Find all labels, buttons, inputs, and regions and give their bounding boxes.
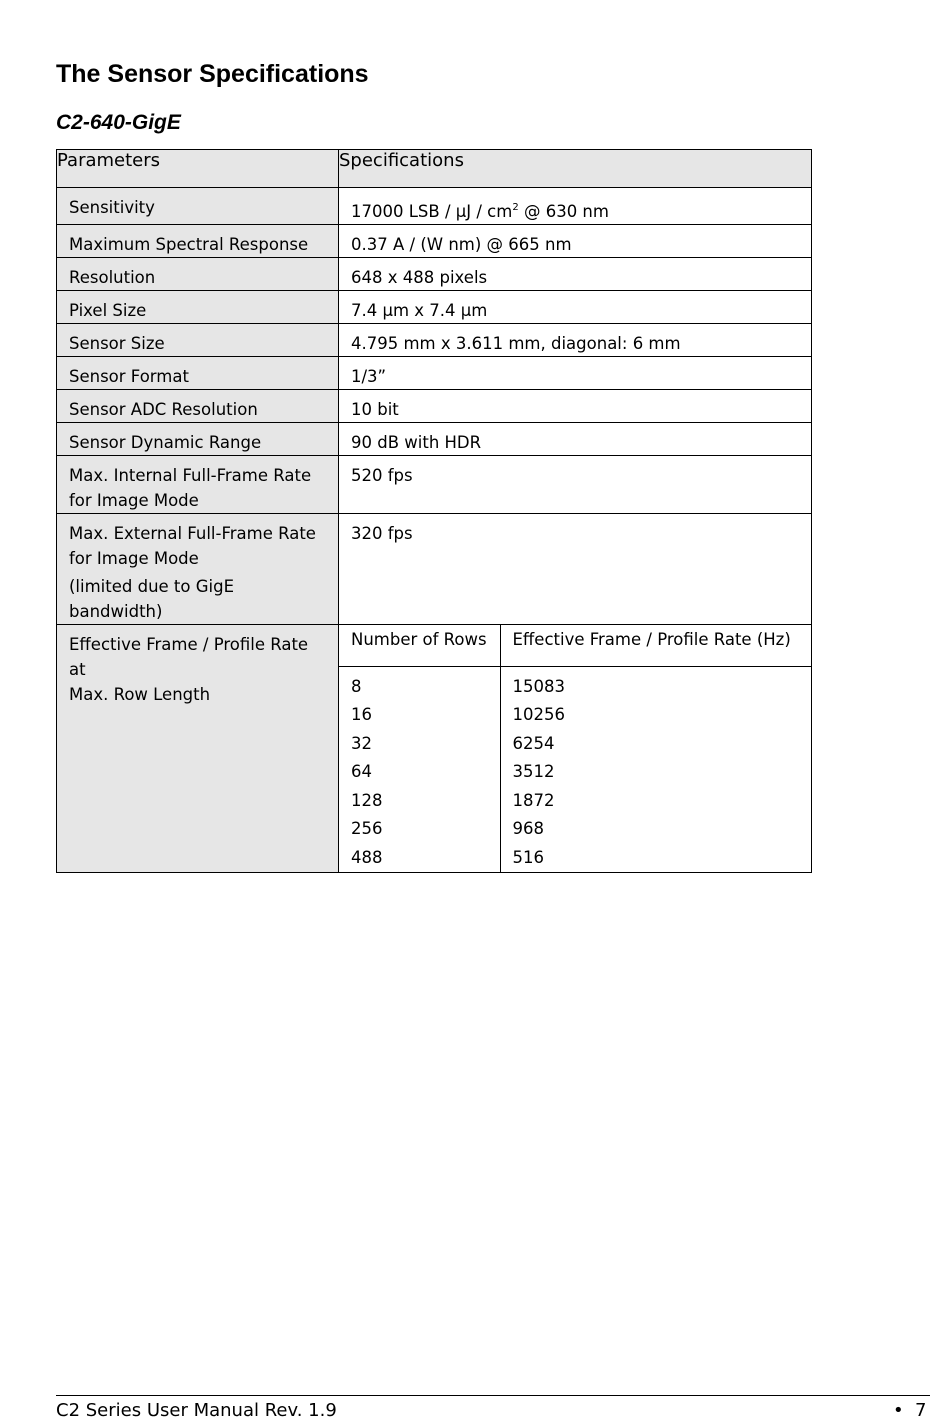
value-cell: 520 fps (339, 456, 812, 514)
rows-values-list: 8 16 32 64 128 256 488 (339, 666, 500, 872)
table-header-row (57, 150, 812, 188)
page-title: The Sensor Specifications (56, 60, 369, 88)
param-cell: Sensor ADC Resolution (57, 390, 339, 423)
footer-bullet: • (893, 1400, 904, 1421)
param-cell: Sensor Dynamic Range (57, 423, 339, 456)
value-cell: 10 bit (339, 390, 812, 423)
footer-divider (56, 1395, 930, 1396)
param-cell: Max. Internal Full-Frame Rate for Image Mode (57, 456, 339, 514)
table-row (57, 324, 812, 357)
value-cell: 320 fps (339, 514, 812, 625)
param-cell: Effective Frame / Profile Rate at Max. Row Length (57, 625, 339, 873)
value-cell: 90 dB with HDR (339, 423, 812, 456)
value-cell: 17000 LSB / µJ / $cm^2$ @ 630 nm (339, 188, 812, 225)
table-row (57, 456, 812, 514)
header-number-of-rows: Number of Rows (339, 625, 500, 666)
header-effective-rate: Effective Frame / Profile Rate (Hz) (500, 625, 811, 666)
table-row (57, 514, 812, 625)
value-cell: 648 x 488 pixels (339, 258, 812, 291)
rate-values-list: 15083 10256 6254 3512 1872 968 516 (512, 676, 565, 867)
param-cell: Sensor Size (57, 324, 339, 357)
value-cell: 0.37 A / (W nm) @ 665 nm (339, 225, 812, 258)
subtable-header-row (339, 625, 811, 666)
table-row (57, 188, 812, 225)
table-row (57, 258, 812, 291)
frame-rate-row (57, 625, 812, 873)
param-cell: Pixel Size (57, 291, 339, 324)
param-cell: Sensor Format (57, 357, 339, 390)
param-cell: Max. External Full-Frame Rate for Image Mode (limited due to GigE bandwidth) (57, 514, 339, 625)
value-cell: 1/3” (339, 357, 812, 390)
value-cell: 4.795 mm x 3.611 mm, diagonal: 6 mm (339, 324, 812, 357)
table-row (57, 423, 812, 456)
header-specifications: Specifications (339, 150, 812, 188)
table-row (57, 291, 812, 324)
sensor-spec-table (56, 149, 812, 873)
model-subtitle: C2-640-GigE (56, 111, 181, 134)
subtable-body-row (339, 666, 811, 872)
table-row (57, 225, 812, 258)
header-parameters: Parameters (57, 150, 339, 188)
footer-title: C2 Series User Manual Rev. 1.9 (56, 1400, 337, 1421)
param-cell: Resolution (57, 258, 339, 291)
page-number: 7 (915, 1400, 927, 1421)
table-row (57, 390, 812, 423)
frame-rate-subtable (339, 625, 811, 872)
table-row (57, 357, 812, 390)
param-cell: Maximum Spectral Response (57, 225, 339, 258)
param-cell: Sensitivity (57, 188, 339, 225)
frame-rate-subtable-cell (339, 625, 812, 873)
value-cell: 7.4 µm x 7.4 µm (339, 291, 812, 324)
